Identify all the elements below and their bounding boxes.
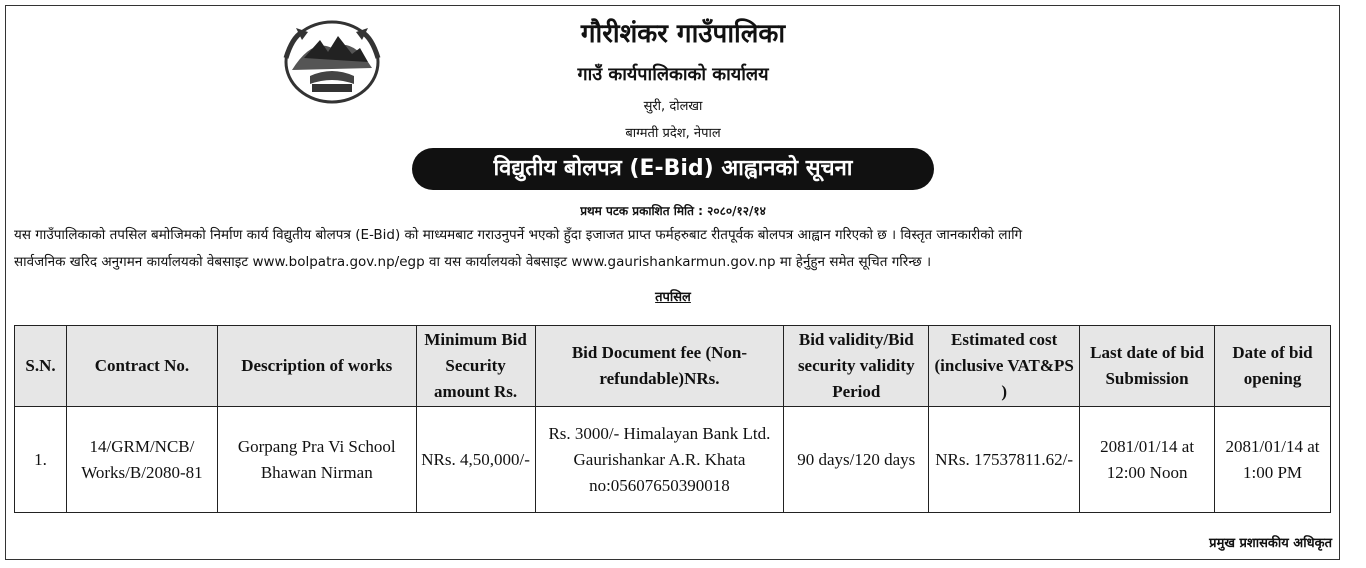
header-estimated-cost: Estimated cost (inclusive VAT&PS ) bbox=[929, 326, 1080, 407]
cell-document-fee: Rs. 3000/- Himalayan Bank Ltd. Gaurishankar A.R. Khata no:05607650390018 bbox=[535, 407, 784, 513]
municipality-title: गौरीशंकर गाउँपालिका bbox=[580, 19, 786, 49]
header-sn: S.N. bbox=[15, 326, 67, 407]
address-line-1: सुरी, दोलखा bbox=[643, 99, 703, 114]
header-validity: Bid validity/Bid security validity Period bbox=[784, 326, 929, 407]
office-subtitle: गाउँ कार्यपालिकाको कार्यालय bbox=[577, 64, 769, 85]
signature-title: प्रमुख प्रशासकीय अधिकृत bbox=[1209, 536, 1332, 551]
details-label: तपसिल bbox=[655, 290, 691, 305]
bid-table bbox=[14, 325, 1331, 513]
address-line-2: बाग्मती प्रदेश, नेपाल bbox=[625, 126, 721, 141]
paragraph-line-1: यस गाउँपालिकाको तपसिल बमोजिमको निर्माण कार्य विद्युतीय बोलपत्र (E-Bid) को माध्यमबाट गराउनुपर्ने भएको हुँदा इजाजत प्राप्त फर्महरुबाट रीतपूर्वक बोलपत्र आह्वान गरिएको छ । विस्तृत जानकारीको लागि bbox=[14, 227, 1023, 243]
cell-bid-security: NRs. 4,50,000/- bbox=[416, 407, 535, 513]
header-opening-date: Date of bid opening bbox=[1215, 326, 1331, 407]
notice-paragraph bbox=[14, 222, 1334, 276]
notice-title-banner: विद्युतीय बोलपत्र (E-Bid) आह्वानको सूचना bbox=[412, 148, 934, 190]
cell-sn: 1. bbox=[15, 407, 67, 513]
cell-opening-date: 2081/01/14 at 1:00 PM bbox=[1215, 407, 1331, 513]
header-bid-security: Minimum Bid Security amount Rs. bbox=[416, 326, 535, 407]
cell-last-date: 2081/01/14 at 12:00 Noon bbox=[1080, 407, 1215, 513]
header-document-fee: Bid Document fee (Non-refundable)NRs. bbox=[535, 326, 784, 407]
header-last-date: Last date of bid Submission bbox=[1080, 326, 1215, 407]
cell-description: Gorpang Pra Vi School Bhawan Nirman bbox=[217, 407, 416, 513]
publish-date: प्रथम पटक प्रकाशित मिति : २०८०/१२/१४ bbox=[580, 204, 766, 218]
cell-validity: 90 days/120 days bbox=[784, 407, 929, 513]
paragraph-line-2: सार्वजनिक खरिद अनुगमन कार्यालयको वेबसाइट www.bolpatra.gov.np/egp वा यस कार्यालयको वेबसाइट www.gaurishankarmun.gov.np मा हेर्नुहुन समेत सूचित गरिन्छ । bbox=[14, 254, 932, 270]
table-row bbox=[15, 407, 1331, 513]
cell-estimated-cost: NRs. 17537811.62/- bbox=[929, 407, 1080, 513]
header-contract-no: Contract No. bbox=[66, 326, 217, 407]
table-header-row bbox=[15, 326, 1331, 407]
cell-contract-no: 14/GRM/NCB/ Works/B/2080-81 bbox=[66, 407, 217, 513]
header-description: Description of works bbox=[217, 326, 416, 407]
details-heading bbox=[0, 287, 1346, 305]
